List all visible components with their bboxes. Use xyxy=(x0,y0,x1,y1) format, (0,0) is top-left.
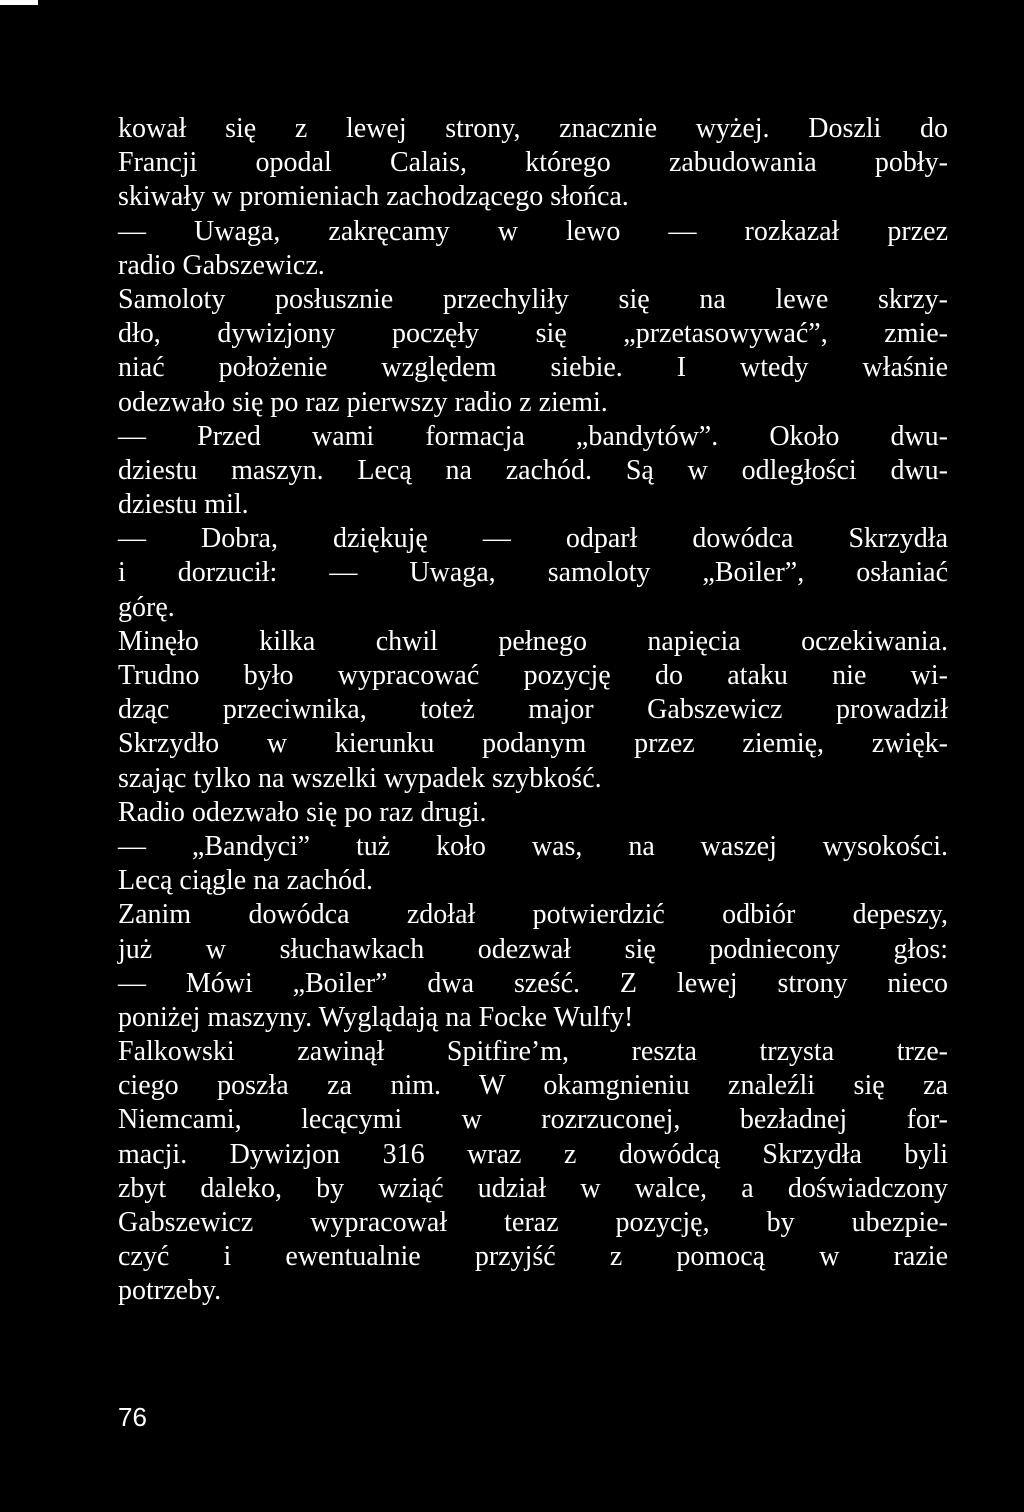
text-line: skiwały w promieniach zachodzącego słońca. xyxy=(118,181,629,213)
text-line: górę. xyxy=(118,591,175,623)
text-line: dząc przeciwnika, toteż major Gabszewicz prowadził xyxy=(118,694,948,726)
text-line: dło, dywizjony poczęły się „przetasowywać”, zmie- xyxy=(118,318,948,350)
text-line: Falkowski zawinął Spitfire’m, reszta trzysta trze- xyxy=(118,1036,948,1068)
text-line: — „Bandyci” tuż koło was, na waszej wysokości. xyxy=(118,830,948,862)
text-line: szając tylko na wszelki wypadek szybkość. xyxy=(118,762,602,794)
text-line: i dorzucił: — Uwaga, samoloty „Boiler”, osłaniać xyxy=(118,557,948,589)
text-line: poniżej maszyny. Wyglądają na Focke Wulfy! xyxy=(118,1001,634,1033)
text-line: Trudno było wypracować pozycję do ataku nie wi- xyxy=(118,660,948,691)
text-line: dziestu maszyn. Lecą na zachód. Są w odległości dwu- xyxy=(118,454,948,486)
text-line: — Dobra, dziękuję — odparł dowódca Skrzydła xyxy=(118,523,948,555)
text-line: Francji opodal Calais, którego zabudowania pobły- xyxy=(118,147,948,179)
text-line: Radio odezwało się po raz drugi. xyxy=(118,796,487,828)
text-line: — Przed wami formacja „bandytów”. Około dwu- xyxy=(118,420,948,452)
text-line: dziestu mil. xyxy=(118,489,249,521)
text-line: potrzeby. xyxy=(118,1275,222,1307)
text-line: — Uwaga, zakręcamy w lewo — rozkazał przez xyxy=(118,215,948,247)
text-line: ciego poszła za nim. W okamgnieniu znaleźli się za xyxy=(118,1070,948,1102)
text-line: radio Gabszewicz. xyxy=(118,249,325,281)
text-line: macji. Dywizjon 316 wraz z dowódcą Skrzydła byli xyxy=(118,1138,948,1170)
text-line: Lecą ciągle na zachód. xyxy=(118,865,373,897)
text-line: Niemcami, lecącymi w rozrzuconej, bezładnej for- xyxy=(118,1104,948,1136)
text-line: odezwało się po raz pierwszy radio z ziemi. xyxy=(118,386,608,418)
text-line: Zanim dowódca zdołał potwierdzić odbiór depeszy, xyxy=(118,899,948,931)
text-line: Gabszewicz wypracował teraz pozycję, by ubezpie- xyxy=(118,1207,948,1238)
text-line: — Mówi „Boiler” dwa sześć. Z lewej strony nieco xyxy=(118,967,948,999)
page-edge-mark xyxy=(0,0,38,5)
text-line: Samoloty posłusznie przechyliły się na lewe skrzy- xyxy=(118,283,948,315)
text-line: zbyt daleko, by wziąć udział w walce, a doświadczony xyxy=(118,1172,948,1204)
body-text xyxy=(118,112,948,1309)
text-line: niać położenie względem siebie. I wtedy właśnie xyxy=(118,352,948,384)
text-line: już w słuchawkach odezwał się podniecony głos: xyxy=(118,933,948,965)
page-number: 76 xyxy=(118,1402,147,1432)
text-line: kował się z lewej strony, znacznie wyżej. Doszli do xyxy=(118,113,948,144)
text-line: czyć i ewentualnie przyjść z pomocą w razie xyxy=(118,1241,948,1273)
text-line: Minęło kilka chwil pełnego napięcia oczekiwania. xyxy=(118,625,948,657)
text-line: Skrzydło w kierunku podanym przez ziemię, zwięk- xyxy=(118,728,948,760)
